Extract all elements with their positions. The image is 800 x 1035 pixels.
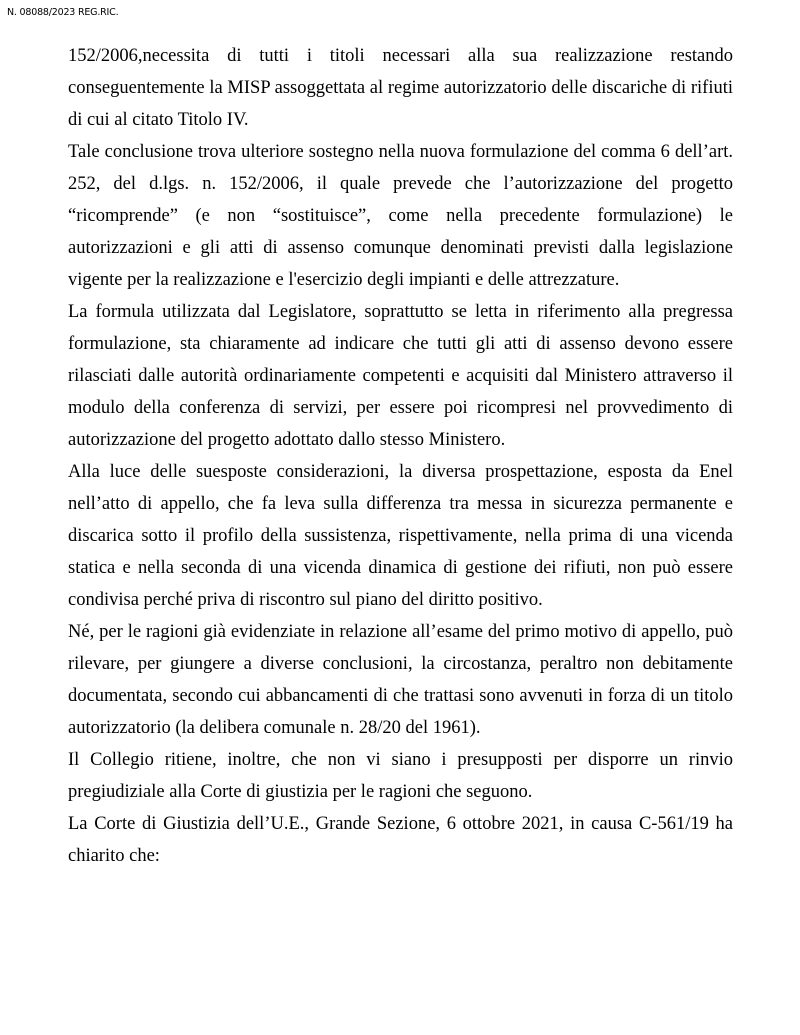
document-reference-number: N. 08088/2023 REG.RIC.: [7, 7, 119, 18]
paragraph: Alla luce delle suesposte considerazioni, la diversa prospettazione, esposta da Enel nell’atto di appello, che fa leva sulla differenza tra messa in sicurezza permanente e discarica sotto il profilo della sussistenza, rispettivamente, nella prima di una vicenda statica e nella seconda di una vicenda dinamica di gestione dei rifiuti, non può essere condivisa perché priva di riscontro sul piano del diritto positivo.: [68, 462, 733, 610]
paragraph: Né, per le ragioni già evidenziate in relazione all’esame del primo motivo di appello, può rilevare, per giungere a diverse conclusioni, la circostanza, peraltro non debitamente documentata, secondo cui abbancamenti di che trattasi sono avvenuti in forza di un titolo autorizzatorio (la delibera comunale n. 28/20 del 1961).: [68, 622, 733, 738]
paragraph: La formula utilizzata dal Legislatore, soprattutto se letta in riferimento alla pregressa formulazione, sta chiaramente ad indicare che tutti gli atti di assenso devono essere rilasciati dalle autorità ordinariamente competenti e acquisiti dal Ministero attraverso il modulo della conferenza di servizi, per essere poi ricompresi nel provvedimento di autorizzazione del progetto adottato dallo stesso Ministero.: [68, 302, 733, 450]
document-body: [68, 40, 733, 872]
paragraph: La Corte di Giustizia dell’U.E., Grande Sezione, 6 ottobre 2021, in causa C-561/19 ha chiarito che:: [68, 814, 733, 866]
paragraph: Tale conclusione trova ulteriore sostegno nella nuova formulazione del comma 6 dell’art. 252, del d.lgs. n. 152/2006, il quale prevede che l’autorizzazione del progetto “ricomprende” (e non “sostituisce”, come nella precedente formulazione) le autorizzazioni e gli atti di assenso comunque denominati previsti dalla legislazione vigente per la realizzazione e l'esercizio degli impianti e delle attrezzature.: [68, 142, 733, 290]
paragraph: 152/2006,necessita di tutti i titoli necessari alla sua realizzazione restando conseguentemente la MISP assoggettata al regime autorizzatorio delle discariche di rifiuti di cui al citato Titolo IV.: [68, 46, 733, 130]
paragraph: Il Collegio ritiene, inoltre, che non vi siano i presupposti per disporre un rinvio pregiudiziale alla Corte di giustizia per le ragioni che seguono.: [68, 750, 733, 802]
